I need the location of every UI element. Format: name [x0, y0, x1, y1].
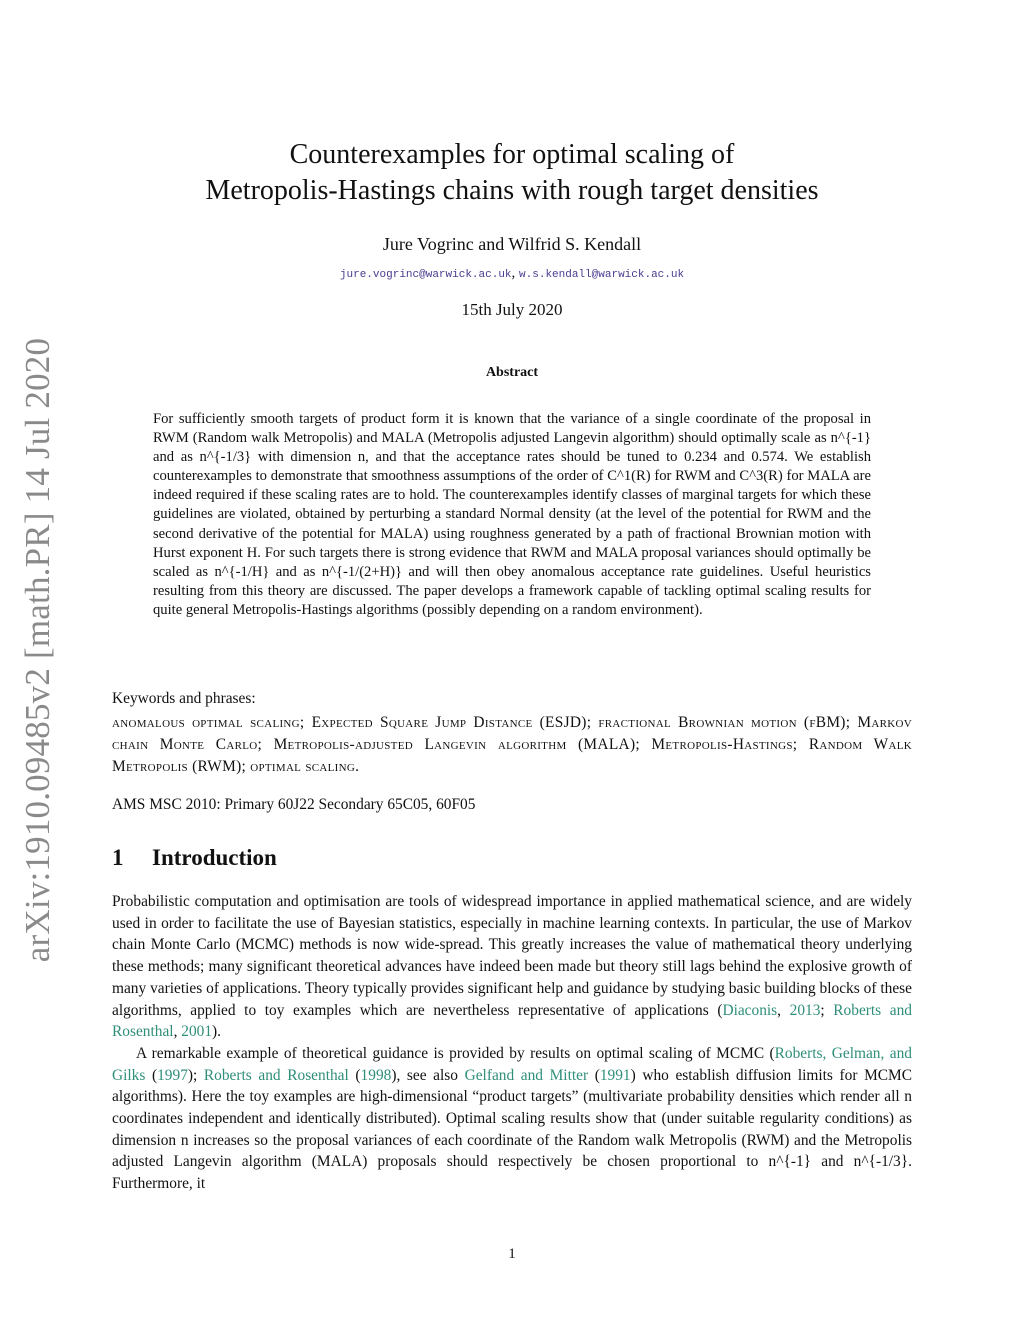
citation-year-link[interactable]: 1997	[157, 1066, 188, 1084]
introduction-body	[112, 891, 912, 1195]
citation-link[interactable]: Roberts and Rosenthal	[112, 1001, 912, 1041]
paragraph-text: ) who establish diffusion limits for MCMC algorithms). Here the toy examples are high-dimensional “product targets” (multivariate probability densities which render all n coordinates independent and identically distributed). Optimal scaling results show that (under suitable regularity conditions) as dimension n increases so the proposal variances of each coordinate of the Random walk Metropolis (RWM) and the Metropolis adjusted Langevin algorithm (MALA) proposals should respectively be chosen proportional to n^{-1} and n^{-1/3}. Furthermore, it	[112, 1066, 912, 1193]
authors: Jure Vogrinc and Wilfrid S. Kendall	[382, 234, 642, 254]
email-link-2[interactable]: w.s.kendall@warwick.ac.uk	[519, 269, 685, 281]
abstract-text: For sufficiently smooth targets of product form it is known that the variance of a single coordinate of the proposal in RWM (Random walk Metropolis) and MALA (Metropolis adjusted Langevin algorithm) should optimally scale as n^{-1} and as n^{-1/3} with dimension n, and that the acceptance rates should be tuned to 0.234 and 0.574. We establish counterexamples to demonstrate that smoothness assumptions of the order of C^1(R) for RWM and C^3(R) for MALA are indeed required if these scaling rates are to hold. The counterexamples identify classes of marginal targets for which these guidelines are violated, obtained by perturbing a standard Normal density (at the level of the potential for RWM and the second derivative of the potential for MALA) using roughness generated by a path of fractional Brownian motion with Hurst exponent H. For such targets there is strong evidence that RWM and MALA proposal variances should optimally be scaled as n^{-1/H} and as n^{-1/(2+H)} and will then obey anomalous acceptance rate guidelines. Useful heuristics resulting from this theory are discussed. The paper develops a framework capable of tackling optimal scaling results for quite general Metropolis-Hastings algorithms (possibly depending on a random environment).	[153, 411, 871, 618]
title-line-2: Metropolis-Hastings chains with rough target densities	[205, 175, 819, 206]
citation-link[interactable]: Roberts and Rosenthal	[203, 1066, 349, 1084]
paragraph-text: ), see also	[391, 1066, 465, 1084]
abstract-heading: Abstract	[485, 365, 539, 380]
citation-year-link[interactable]: 1998	[360, 1066, 392, 1084]
paragraph-text: Probabilistic computation and optimisation are tools of widespread importance in applied mathematical science, and are widely used in order to facilitate the use of Bayesian statistics, especially in machine learning contexts. In particular, the use of Markov chain Monte Carlo (MCMC) methods is now wide-spread. This greatly increases the value of mathematical theory underlying these methods; many significant theoretical advances have indeed been made but theory still lags behind the explosive growth of many varieties of applications. Theory typically provides significant help and guidance by studying basic building blocks of these algorithms, applied to toy examples which are nevertheless representative of applications (	[112, 893, 912, 1019]
citation-year-link[interactable]: 1991	[599, 1066, 631, 1084]
email-link-1[interactable]: jure.vogrinc@warwick.ac.uk	[339, 269, 512, 281]
arxiv-identifier[interactable]: arXiv:1910.09485v2 [math.PR] 14 Jul 2020	[18, 337, 57, 963]
author-emails: jure.vogrinc@warwick.ac.uk, w.s.kendall@warwick.ac.uk	[339, 265, 685, 281]
citation-year-link[interactable]: 2001	[181, 1023, 213, 1041]
paper-date: 15th July 2020	[461, 300, 563, 319]
keywords-list: anomalous optimal scaling; Expected Square Jump Distance (ESJD); fractional Brownian motion (fBM); Markov chain Monte Carlo; Metropolis-adjusted Langevin algorithm (MALA); Metropolis-Hastings; Random Walk Metropolis (RWM); optimal scaling.	[112, 714, 912, 775]
title-line-1: Counterexamples for optimal scaling of	[289, 139, 735, 170]
msc-classification: AMS MSC 2010: Primary 60J22 Secondary 65C05, 60F05	[112, 796, 476, 813]
section-number: 1	[112, 845, 124, 870]
citation-link[interactable]: Diaconis	[722, 1001, 778, 1019]
paper-title	[112, 137, 912, 209]
section-heading	[112, 845, 277, 871]
paragraph: A remarkable example of theoretical guidance is provided by results on optimal scaling of MCMC (Roberts, Gelman, and Gilks (1997); Roberts and Rosenthal (1998), see also Gelfand and Mitter (1991) who establish diffusion limits for MCMC algorithms). Here the toy examples are high-dimensional “product targets” (multivariate probability densities which render all n coordinates independent and identically distributed). Optimal scaling results show that (under suitable regularity conditions) as dimension n increases so the proposal variances of each coordinate of the Random walk Metropolis (RWM) and the Metropolis adjusted Langevin algorithm (MALA) proposals should respectively be chosen proportional to n^{-1} and n^{-1/3}. Furthermore, it	[112, 1044, 912, 1193]
paragraph: Probabilistic computation and optimisation are tools of widespread importance in applied mathematical science, and are widely used in order to facilitate the use of Bayesian statistics, especially in machine learning contexts. In particular, the use of Markov chain Monte Carlo (MCMC) methods is now wide-spread. This greatly increases the value of mathematical theory underlying these methods; many significant theoretical advances have indeed been made but theory still lags behind the explosive growth of many varieties of applications. Theory typically provides significant help and guidance by studying basic building blocks of these algorithms, applied to toy examples which are nevertheless representative of applications (Diaconis, 2013; Roberts and Rosenthal, 2001).	[112, 893, 912, 1041]
citation-link[interactable]: Roberts, Gelman, and Gilks	[112, 1044, 912, 1084]
citation-year-link[interactable]: 2013	[789, 1001, 821, 1019]
paragraph-text: A remarkable example of theoretical guidance is provided by results on optimal scaling of MCMC (	[136, 1044, 775, 1062]
section-title: Introduction	[152, 845, 277, 870]
keywords-heading: Keywords and phrases:	[112, 690, 256, 707]
citation-link[interactable]: Gelfand and Mitter	[464, 1066, 589, 1084]
page-number: 1	[508, 1246, 516, 1262]
